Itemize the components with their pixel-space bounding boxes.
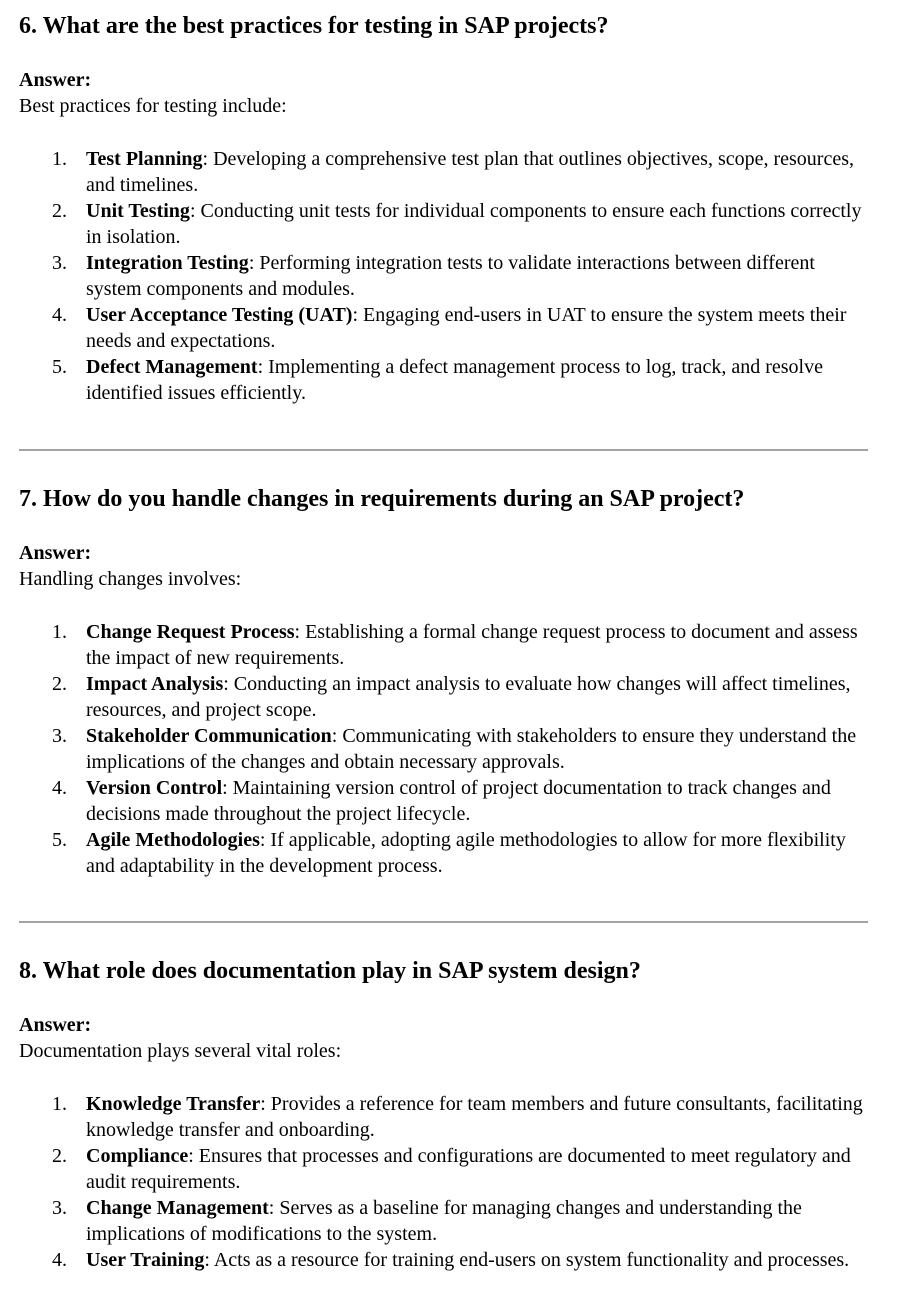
list-item <box>19 619 869 671</box>
item-number: 4. <box>52 304 67 326</box>
item-term: Test Planning <box>86 148 203 170</box>
item-term: Version Control <box>86 777 223 799</box>
item-description: : Conducting unit tests for individual components to ensure each functions correctly in isolation. <box>86 200 862 248</box>
list-item <box>19 723 869 775</box>
answer-label: Answer: <box>19 542 92 564</box>
item-term: Compliance <box>86 1145 189 1167</box>
item-number: 2. <box>52 673 67 695</box>
item-number: 5. <box>52 356 67 378</box>
item-description: : Performing integration tests to validate interactions between different system components and modules. <box>86 252 815 300</box>
item-term: Agile Methodologies <box>86 829 260 851</box>
item-term: Integration Testing <box>86 252 249 274</box>
item-number: 4. <box>52 777 67 799</box>
item-number: 3. <box>52 252 67 274</box>
list-item <box>19 671 869 723</box>
item-description: : If applicable, adopting agile methodologies to allow for more flexibility and adaptability in the development process. <box>86 829 846 877</box>
item-number: 2. <box>52 200 67 222</box>
item-description: : Conducting an impact analysis to evaluate how changes will affect timelines, resources, and project scope. <box>86 673 851 721</box>
item-term: Change Management <box>86 1197 269 1219</box>
list-item <box>19 354 869 406</box>
list-item <box>19 1143 869 1195</box>
item-number: 3. <box>52 725 67 747</box>
item-term: User Acceptance Testing (UAT) <box>86 304 353 326</box>
list-item <box>19 827 869 879</box>
answer-intro: Best practices for testing include: <box>19 95 287 117</box>
item-term: Stakeholder Communication <box>86 725 332 747</box>
item-number: 5. <box>52 829 67 851</box>
item-description: : Establishing a formal change request process to document and assess the impact of new requirements. <box>86 621 858 669</box>
practice-list <box>19 1091 869 1273</box>
item-term: Knowledge Transfer <box>86 1093 261 1115</box>
section-7 <box>19 480 869 879</box>
item-number: 1. <box>52 1093 67 1115</box>
section-8 <box>19 952 869 1273</box>
item-description: : Maintaining version control of project documentation to track changes and decisions made throughout the project lifecycle. <box>86 777 831 825</box>
item-description: : Acts as a resource for training end-users on system functionality and processes. <box>204 1249 850 1271</box>
answer-intro: Documentation plays several vital roles: <box>19 1040 342 1062</box>
question-title: 7. How do you handle changes in requirements during an SAP project? <box>19 486 745 512</box>
item-number: 1. <box>52 621 67 643</box>
section-divider <box>19 449 868 451</box>
list-item <box>19 146 869 198</box>
question-title: 6. What are the best practices for testing in SAP projects? <box>19 13 609 39</box>
section-6 <box>19 7 869 406</box>
list-item <box>19 1091 869 1143</box>
item-description: : Serves as a baseline for managing changes and understanding the implications of modifications to the system. <box>86 1197 802 1245</box>
item-description: : Implementing a defect management process to log, track, and resolve identified issues efficiently. <box>86 356 823 404</box>
list-item <box>19 775 869 827</box>
list-item <box>19 250 869 302</box>
item-term: User Training <box>86 1249 205 1271</box>
item-number: 4. <box>52 1249 67 1271</box>
item-description: : Provides a reference for team members and future consultants, facilitating knowledge transfer and onboarding. <box>86 1093 863 1141</box>
answer-intro: Handling changes involves: <box>19 568 242 590</box>
list-item <box>19 198 869 250</box>
practice-list <box>19 619 869 879</box>
item-number: 3. <box>52 1197 67 1219</box>
answer-label: Answer: <box>19 69 92 91</box>
list-item <box>19 302 869 354</box>
section-divider <box>19 921 868 923</box>
item-term: Defect Management <box>86 356 258 378</box>
item-term: Impact Analysis <box>86 673 224 695</box>
answer-label: Answer: <box>19 1014 92 1036</box>
item-description: : Developing a comprehensive test plan that outlines objectives, scope, resources, and timelines. <box>86 148 855 196</box>
list-item <box>19 1195 869 1247</box>
question-title: 8. What role does documentation play in SAP system design? <box>19 958 641 984</box>
item-term: Unit Testing <box>86 200 190 222</box>
list-item <box>19 1247 869 1273</box>
item-number: 1. <box>52 148 67 170</box>
item-term: Change Request Process <box>86 621 295 643</box>
item-description: : Ensures that processes and configurations are documented to meet regulatory and audit requirements. <box>86 1145 851 1193</box>
practice-list <box>19 146 869 406</box>
item-description: : Communicating with stakeholders to ensure they understand the implications of the changes and obtain necessary approvals. <box>86 725 857 773</box>
item-number: 2. <box>52 1145 67 1167</box>
item-description: : Engaging end-users in UAT to ensure the system meets their needs and expectations. <box>86 304 847 352</box>
